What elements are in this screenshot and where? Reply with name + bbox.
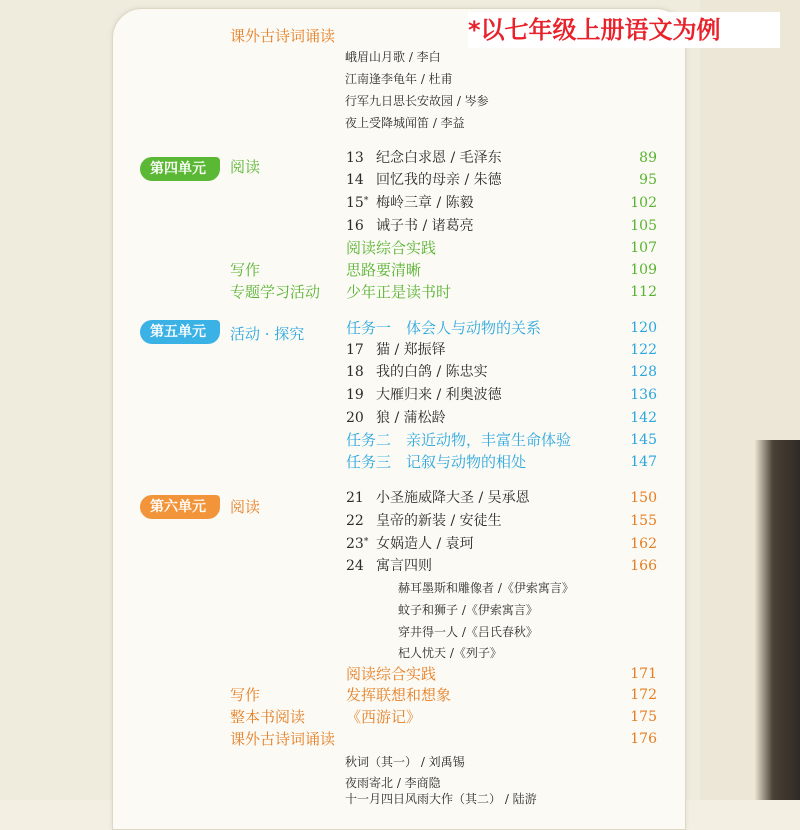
lesson-number: 19 bbox=[346, 387, 364, 403]
lesson-title: 大雁归来 / 利奥波德 bbox=[376, 387, 502, 403]
lesson-page: 166 bbox=[630, 558, 657, 574]
poem-item: 峨眉山月歌 / 李白 bbox=[345, 50, 441, 64]
unit6-section-label: 阅读 bbox=[230, 498, 261, 516]
lesson-page: 172 bbox=[630, 687, 657, 703]
reading-practice: 阅读综合实践 bbox=[346, 239, 437, 257]
lesson-page: 162 bbox=[630, 536, 657, 552]
poem-item: 夜雨寄北 / 李商隐 bbox=[345, 776, 441, 790]
lesson-page: 128 bbox=[630, 364, 657, 380]
poem-item: 江南逢李龟年 / 杜甫 bbox=[345, 72, 453, 86]
lesson-title: 女娲造人 / 袁珂 bbox=[376, 536, 474, 552]
lesson-title: 诫子书 / 诸葛亮 bbox=[376, 218, 474, 234]
lesson-number: 18 bbox=[346, 364, 364, 380]
lesson-page: 150 bbox=[630, 490, 657, 506]
lesson-page: 142 bbox=[630, 410, 657, 426]
lesson-page: 95 bbox=[639, 172, 657, 188]
activity-label: 专题学习活动 bbox=[230, 283, 321, 301]
wholebook-title: 《西游记》 bbox=[346, 708, 422, 726]
lesson-title: 小圣施威降大圣 / 吴承恩 bbox=[376, 490, 530, 506]
task-title: 任务一 体会人与动物的关系 bbox=[346, 319, 542, 337]
lesson-title: 回忆我的母亲 / 朱德 bbox=[376, 172, 502, 188]
lesson-page: 176 bbox=[630, 731, 657, 747]
poem-item: 行军九日思长安故园 / 岑参 bbox=[345, 94, 489, 108]
activity-title: 少年正是读书时 bbox=[346, 283, 452, 301]
lesson-number: 17 bbox=[346, 342, 364, 358]
lesson-number: 22 bbox=[346, 513, 364, 529]
lesson-title: 我的白鸽 / 陈忠实 bbox=[376, 364, 488, 380]
fable-item: 杞人忧天 /《列子》 bbox=[398, 646, 502, 660]
lesson-page: 120 bbox=[630, 320, 657, 336]
fable-item: 蚊子和狮子 /《伊索寓言》 bbox=[398, 603, 538, 617]
wholebook-label: 整本书阅读 bbox=[230, 708, 306, 726]
self-study-mark: * bbox=[363, 537, 369, 547]
lesson-title: 猫 / 郑振铎 bbox=[376, 342, 446, 358]
lesson-title: 皇帝的新装 / 安徒生 bbox=[376, 513, 502, 529]
lesson-page: 89 bbox=[639, 150, 657, 166]
unit5-badge: 第五单元 bbox=[140, 320, 220, 344]
lesson-number: 13 bbox=[346, 150, 364, 166]
lesson-number: 23* bbox=[346, 536, 369, 552]
lesson-number: 21 bbox=[346, 490, 364, 506]
self-study-mark: * bbox=[363, 196, 369, 206]
lesson-number: 15* bbox=[346, 195, 369, 211]
lesson-title: 纪念白求恩 / 毛泽东 bbox=[376, 150, 502, 166]
lesson-title: 寓言四则 bbox=[376, 558, 432, 574]
poem-item: 十一月四日风雨大作（其二） / 陆游 bbox=[345, 792, 537, 806]
lesson-page: 105 bbox=[630, 218, 657, 234]
lesson-number: 14 bbox=[346, 172, 364, 188]
lesson-page: 112 bbox=[630, 284, 657, 300]
section-ancient-poetry: 课外古诗词诵读 bbox=[230, 730, 336, 748]
fable-item: 穿井得一人 /《吕氏春秋》 bbox=[398, 625, 538, 639]
writing-label: 写作 bbox=[230, 686, 261, 704]
lesson-page: 171 bbox=[630, 666, 657, 682]
example-banner: *以七年级上册语文为例 bbox=[468, 12, 780, 48]
writing-title: 思路要清晰 bbox=[346, 261, 422, 279]
lesson-number: 20 bbox=[346, 410, 364, 426]
lesson-title: 梅岭三章 / 陈毅 bbox=[376, 195, 474, 211]
unit5-section-label: 活动 · 探究 bbox=[230, 325, 305, 343]
writing-label: 写作 bbox=[230, 261, 261, 279]
fable-item: 赫耳墨斯和雕像者 /《伊索寓言》 bbox=[398, 581, 574, 595]
background-shadow bbox=[755, 440, 800, 800]
poem-item: 秋词（其一） / 刘禹锡 bbox=[345, 755, 465, 769]
lesson-number: 24 bbox=[346, 558, 364, 574]
lesson-number: 16 bbox=[346, 218, 364, 234]
unit4-badge: 第四单元 bbox=[140, 157, 220, 181]
lesson-page: 147 bbox=[630, 454, 657, 470]
lesson-page: 102 bbox=[630, 195, 657, 211]
unit4-section-label: 阅读 bbox=[230, 158, 261, 176]
lesson-page: 155 bbox=[630, 513, 657, 529]
lesson-page: 175 bbox=[630, 709, 657, 725]
task-title: 任务二 亲近动物，丰富生命体验 bbox=[346, 431, 572, 449]
lesson-page: 145 bbox=[630, 432, 657, 448]
poem-item: 夜上受降城闻笛 / 李益 bbox=[345, 116, 465, 130]
reading-practice: 阅读综合实践 bbox=[346, 665, 437, 683]
unit6-badge: 第六单元 bbox=[140, 495, 220, 519]
lesson-page: 136 bbox=[630, 387, 657, 403]
lesson-page: 109 bbox=[630, 262, 657, 278]
lesson-title: 狼 / 蒲松龄 bbox=[376, 410, 446, 426]
task-title: 任务三 记叙与动物的相处 bbox=[346, 453, 527, 471]
lesson-page: 122 bbox=[630, 342, 657, 358]
writing-title: 发挥联想和想象 bbox=[346, 686, 452, 704]
section-ancient-poetry: 课外古诗词诵读 bbox=[230, 27, 336, 45]
lesson-page: 107 bbox=[630, 240, 657, 256]
